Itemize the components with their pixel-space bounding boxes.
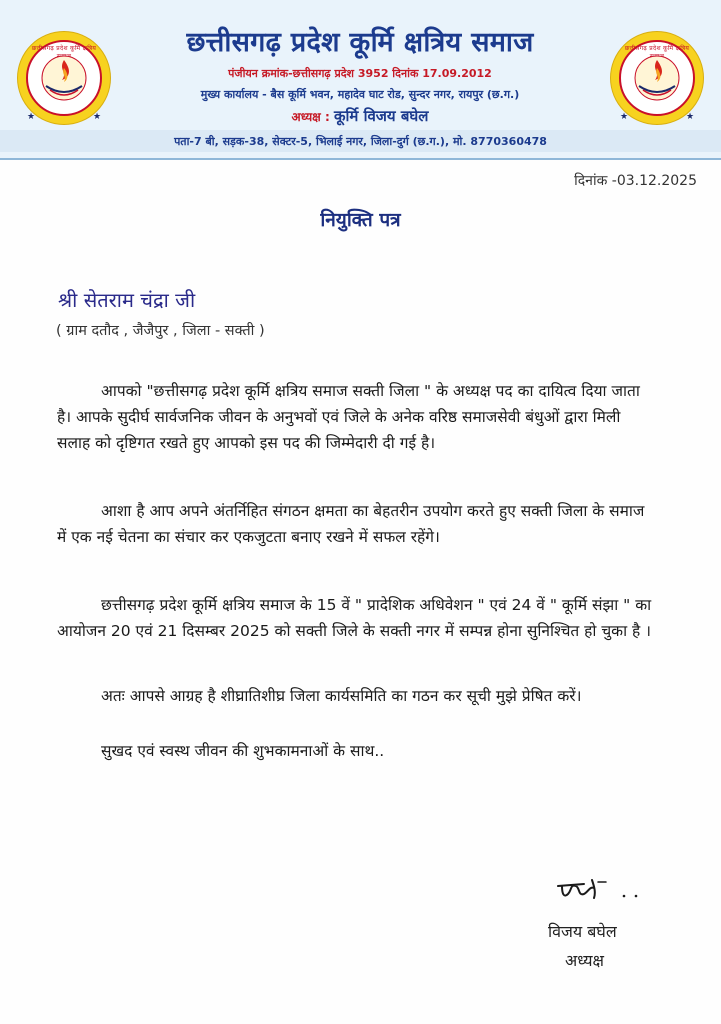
society-emblem-logo [611, 32, 703, 124]
star-icon: ★ [685, 112, 695, 122]
signatory-name: विजय बघेल [548, 922, 617, 941]
letter-paragraph: अतः आपसे आग्रह है शीघ्रातिशीघ्र जिला कार्यसमिति का गठन कर सूची मुझे प्रेषित करें। [101, 687, 582, 705]
recipient-address: ( ग्राम दतौद , जैजैपुर , जिला - सक्ती ) [56, 323, 265, 339]
star-icon: ★ [92, 112, 102, 122]
handwritten-signature [554, 872, 664, 912]
president-name: कूर्मि विजय बघेल [333, 107, 429, 125]
star-icon: ★ [619, 112, 629, 122]
letter-paragraph: छत्तीसगढ़ प्रदेश कूर्मि क्षत्रिय समाज के 15 वें " प्रादेशिक अधिवेशन " एवं 24 वें " कूर्मि संझा " का आयोजन 20 एवं 21 दिसम्बर 2025 को सक्ती जिले के सक्ती नगर में सम्पन्न होना सुनिश्चित हो चुका है । [57, 596, 652, 640]
president-label: अध्यक्ष : [291, 110, 330, 124]
flame-emblem-icon [625, 46, 689, 110]
signatory-title: अध्यक्ष [565, 951, 604, 970]
star-icon: ★ [26, 112, 36, 122]
letter-paragraph: सुखद एवं स्वस्थ जीवन की शुभकामनाओं के साथ.. [101, 742, 385, 760]
head-office-line: मुख्य कार्यालय - बैस कूर्मि भवन, महादेव घाट रोड, सुन्दर नगर, रायपुर (छ.ग.) [200, 88, 520, 101]
recipient-name: श्री सेतराम चंद्रा जी [58, 288, 196, 312]
logo-ring-text: छत्तीसगढ़ प्रदेश कूर्मि क्षत्रिय [624, 45, 690, 52]
letter-date: दिनांक -03.12.2025 [574, 173, 697, 189]
president-line [110, 106, 610, 126]
letter-paragraph: आपको "छत्तीसगढ़ प्रदेश कूर्मि क्षत्रिय समाज सक्ती जिला " के अध्यक्ष पद का दायित्व दिया जाता है। आपके सुदीर्घ सार्वजनिक जीवन के अनुभवों एवं जिले के अनेक वरिष्ठ समाजसेवी बंधुओं द्वारा मिली सलाह को दृष्टिगत रखते हुए आपको इस पद की जिम्मेदारी दी गई है। [57, 382, 640, 452]
letter-heading: नियुक्ति पत्र [320, 209, 401, 231]
society-title: छत्तीसगढ़ प्रदेश कूर्मि क्षत्रिय समाज [186, 27, 534, 58]
society-emblem-logo [18, 32, 110, 124]
flame-emblem-icon [32, 46, 96, 110]
registration-line: पंजीयन क्रमांक-छत्तीसगढ़ प्रदेश 3952 दिनांक 17.09.2012 [228, 67, 492, 80]
logo-ring-text: छत्तीसगढ़ प्रदेश कूर्मि क्षत्रिय [31, 45, 97, 52]
letter-paragraph: आशा है आप अपने अंतर्निहित संगठन क्षमता का बेहतरीन उपयोग करते हुए सक्ती जिला के समाज में एक नई चेतना का संचार कर एकजुटता बनाए रखने में सफल रहेंगे। [57, 502, 645, 546]
letterhead [0, 0, 721, 160]
address-line: पता-7 बी, सड़क-38, सेक्टर-5, भिलाई नगर, जिला-दुर्ग (छ.ग.), मो. 8770360478 [174, 135, 547, 148]
